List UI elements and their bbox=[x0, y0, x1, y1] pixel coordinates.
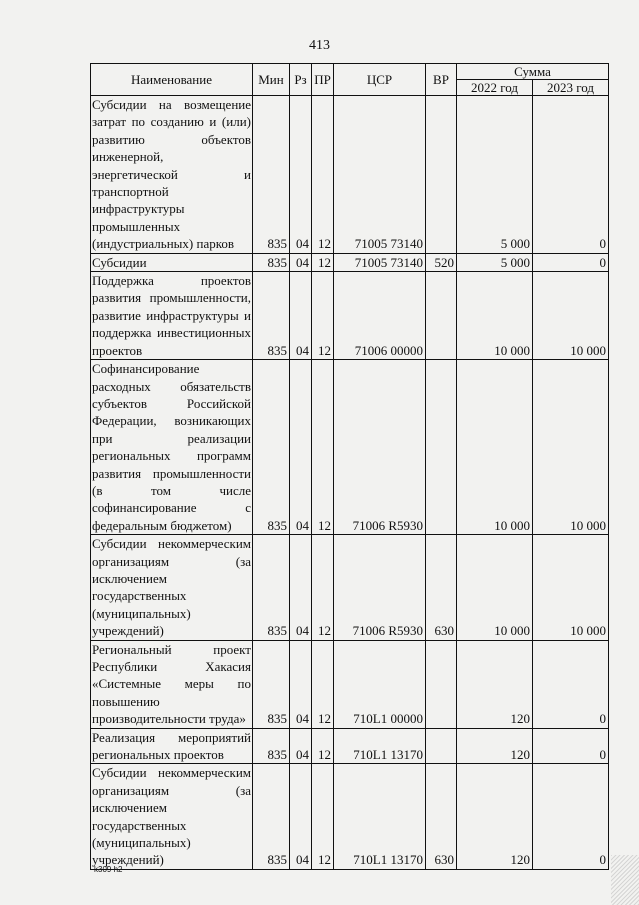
row-min: 835 bbox=[253, 535, 290, 640]
row-rz: 04 bbox=[290, 96, 312, 254]
row-vr bbox=[426, 640, 457, 728]
row-sum-2023: 0 bbox=[533, 764, 609, 869]
table-row bbox=[91, 96, 609, 254]
table-row bbox=[91, 253, 609, 271]
row-vr bbox=[426, 272, 457, 360]
row-vr bbox=[426, 360, 457, 535]
row-sum-2022: 5 000 bbox=[457, 253, 533, 271]
row-csr: 71006 R5930 bbox=[334, 535, 426, 640]
row-sum-2023: 0 bbox=[533, 253, 609, 271]
col-header-pr: ПР bbox=[312, 64, 334, 96]
row-sum-2022: 120 bbox=[457, 764, 533, 869]
col-header-vr: ВР bbox=[426, 64, 457, 96]
row-name: Субсидии некоммерческим организациям (за исключением государственных (муниципальных) учреждений) bbox=[92, 765, 251, 868]
row-rz: 04 bbox=[290, 253, 312, 271]
row-name: Субсидии некоммерческим организациям (за исключением государственных (муниципальных) учреждений) bbox=[92, 536, 251, 639]
row-rz: 04 bbox=[290, 272, 312, 360]
row-pr: 12 bbox=[312, 640, 334, 728]
header-row bbox=[91, 64, 609, 80]
row-vr bbox=[426, 728, 457, 764]
row-pr: 12 bbox=[312, 96, 334, 254]
row-vr: 630 bbox=[426, 764, 457, 869]
footer-code: k309 h2 bbox=[94, 865, 123, 874]
row-sum-2022: 120 bbox=[457, 640, 533, 728]
col-header-csr: ЦСР bbox=[334, 64, 426, 96]
row-min: 835 bbox=[253, 728, 290, 764]
row-csr: 71006 00000 bbox=[334, 272, 426, 360]
row-min: 835 bbox=[253, 96, 290, 254]
row-csr: 71006 R5930 bbox=[334, 360, 426, 535]
table-row bbox=[91, 360, 609, 535]
row-min: 835 bbox=[253, 640, 290, 728]
row-vr: 520 bbox=[426, 253, 457, 271]
row-sum-2023: 0 bbox=[533, 728, 609, 764]
col-header-name: Наименование bbox=[91, 64, 253, 96]
scan-artifact bbox=[611, 855, 639, 905]
row-sum-2022: 5 000 bbox=[457, 96, 533, 254]
row-min: 835 bbox=[253, 764, 290, 869]
row-rz: 04 bbox=[290, 640, 312, 728]
row-sum-2022: 10 000 bbox=[457, 272, 533, 360]
row-pr: 12 bbox=[312, 728, 334, 764]
row-rz: 04 bbox=[290, 360, 312, 535]
col-header-2022: 2022 год bbox=[457, 80, 533, 96]
table-row bbox=[91, 728, 609, 764]
row-name: Поддержка проектов развития промышленности, развитие инфраструктуры и поддержка инвестиционных проектов bbox=[92, 273, 251, 358]
col-header-2023: 2023 год bbox=[533, 80, 609, 96]
col-header-min: Мин bbox=[253, 64, 290, 96]
col-header-sum: Сумма bbox=[457, 64, 609, 80]
row-vr: 630 bbox=[426, 535, 457, 640]
row-min: 835 bbox=[253, 360, 290, 535]
row-rz: 04 bbox=[290, 728, 312, 764]
row-csr: 71005 73140 bbox=[334, 253, 426, 271]
row-pr: 12 bbox=[312, 253, 334, 271]
row-pr: 12 bbox=[312, 535, 334, 640]
table-row bbox=[91, 535, 609, 640]
row-csr: 710L1 13170 bbox=[334, 764, 426, 869]
row-sum-2023: 10 000 bbox=[533, 272, 609, 360]
row-sum-2023: 10 000 bbox=[533, 360, 609, 535]
row-name: Субсидии на возмещение затрат по созданию и (или) развитию объектов инженерной, энергетической и транспортной инфраструктуры промышленных (индустриальных) парков bbox=[92, 97, 251, 252]
row-min: 835 bbox=[253, 272, 290, 360]
row-rz: 04 bbox=[290, 535, 312, 640]
row-min: 835 bbox=[253, 253, 290, 271]
row-pr: 12 bbox=[312, 360, 334, 535]
row-sum-2022: 120 bbox=[457, 728, 533, 764]
row-sum-2023: 0 bbox=[533, 96, 609, 254]
row-name: Субсидии bbox=[91, 253, 253, 271]
row-vr bbox=[426, 96, 457, 254]
row-sum-2023: 10 000 bbox=[533, 535, 609, 640]
row-name: Реализация мероприятий региональных проектов bbox=[92, 729, 251, 763]
table-row bbox=[91, 640, 609, 728]
page-number: 413 bbox=[309, 38, 330, 53]
row-sum-2023: 0 bbox=[533, 640, 609, 728]
row-name: Региональный проект Республики Хакасия «Системные меры по повышению производительности труда» bbox=[92, 641, 251, 727]
row-pr: 12 bbox=[312, 764, 334, 869]
row-sum-2022: 10 000 bbox=[457, 360, 533, 535]
row-pr: 12 bbox=[312, 272, 334, 360]
row-rz: 04 bbox=[290, 764, 312, 869]
row-sum-2022: 10 000 bbox=[457, 535, 533, 640]
col-header-rz: Рз bbox=[290, 64, 312, 96]
table-row bbox=[91, 764, 609, 869]
row-csr: 710L1 00000 bbox=[334, 640, 426, 728]
table-row bbox=[91, 272, 609, 360]
row-csr: 71005 73140 bbox=[334, 96, 426, 254]
row-csr: 710L1 13170 bbox=[334, 728, 426, 764]
budget-table bbox=[90, 63, 609, 870]
row-name: Софинансирование расходных обязательств субъектов Российской Федерации, возникающих при реализации региональных программ развития промышленности (в том числе софинансирование с федеральным бюджетом) bbox=[92, 361, 251, 533]
